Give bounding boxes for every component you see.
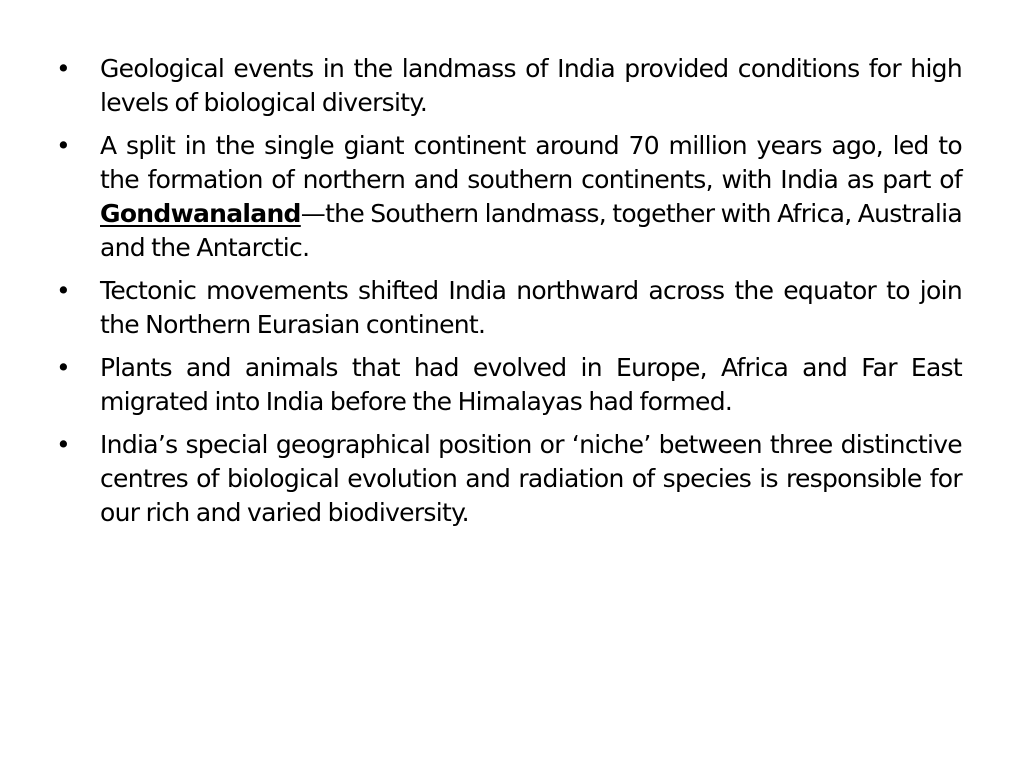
bullet-text xyxy=(100,131,962,262)
bullet-text-after: —the Southern landmass, together with Africa, Australia and the Antarctic. xyxy=(100,199,962,262)
bullet-item-continental-split xyxy=(56,129,962,265)
bullet-dot: • xyxy=(56,353,71,382)
bullet-dot: • xyxy=(56,276,71,305)
bullet-item-tectonic-movements xyxy=(56,274,962,342)
bullet-text: Geological events in the landmass of India provided conditions for high levels of biological diversity. xyxy=(100,54,962,117)
bullet-item-geographical-niche xyxy=(56,428,962,530)
bullet-dot: • xyxy=(56,54,71,83)
gondwanaland-term: Gondwanaland xyxy=(100,199,301,228)
bullet-item-geological-events xyxy=(56,52,962,120)
bullet-text-before: A split in the single giant continent around 70 million years ago, led to the formation of northern and southern continents, with India as part of xyxy=(100,131,962,194)
bullet-text: Tectonic movements shifted India northward across the equator to join the Northern Eurasian continent. xyxy=(100,276,962,339)
bullet-item-plant-animal-migration xyxy=(56,351,962,419)
bullet-text: India’s special geographical position or ‘niche’ between three distinctive centres of biological evolution and radiation of species is responsible for our rich and varied biodiversity. xyxy=(100,430,962,527)
bullet-dot: • xyxy=(56,131,71,160)
bullet-dot: • xyxy=(56,430,71,459)
bullet-text: Plants and animals that had evolved in Europe, Africa and Far East migrated into India before the Himalayas had formed. xyxy=(100,353,962,416)
bullet-list xyxy=(56,52,962,539)
